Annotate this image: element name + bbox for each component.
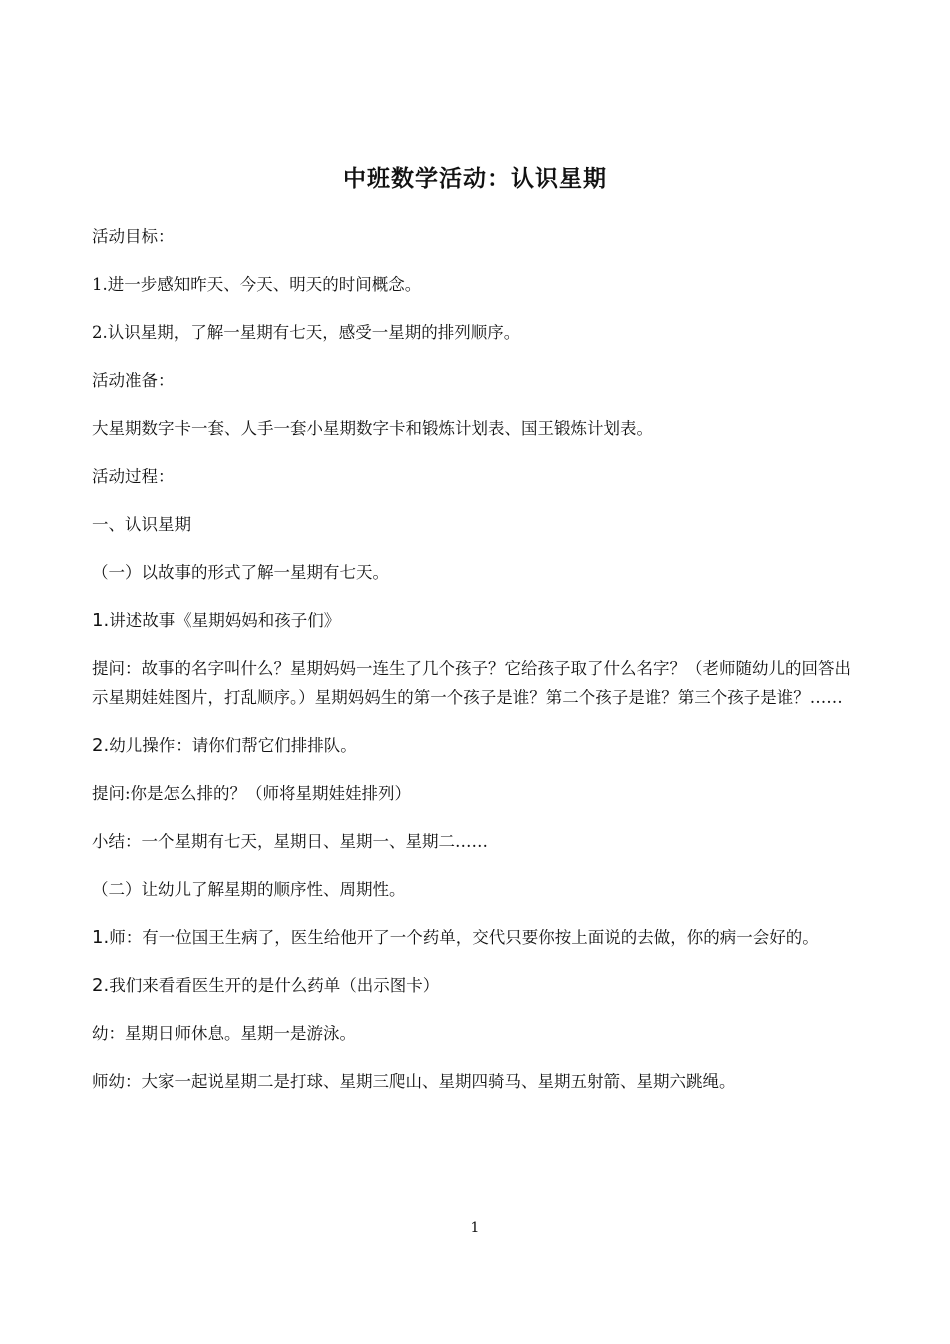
paragraph-text: 小结：一个星期有七天，星期日、星期一、星期二…… bbox=[92, 832, 488, 851]
paragraph-17 bbox=[92, 1067, 862, 1096]
document-body bbox=[92, 222, 862, 1115]
page-title: 中班数学活动：认识星期 bbox=[343, 166, 607, 192]
paragraph-1 bbox=[92, 270, 862, 299]
paragraph-15 bbox=[92, 971, 862, 1000]
paragraph-number: 2. bbox=[92, 975, 110, 996]
paragraph-2 bbox=[92, 318, 862, 347]
paragraph-text: （二）让幼儿了解星期的顺序性、周期性。 bbox=[92, 880, 406, 899]
paragraph-text: 2.认识星期，了解一星期有七天，感受一星期的排列顺序。 bbox=[92, 323, 521, 342]
paragraph-text: 师幼：大家一起说星期二是打球、星期三爬山、星期四骑马、星期五射箭、星期六跳绳。 bbox=[92, 1072, 736, 1091]
paragraph-8 bbox=[92, 606, 862, 635]
paragraph-12 bbox=[92, 827, 862, 856]
paragraph-6 bbox=[92, 510, 862, 539]
paragraph-number: 1. bbox=[92, 927, 110, 948]
paragraph-0 bbox=[92, 222, 862, 251]
paragraph-text: 活动过程： bbox=[92, 467, 175, 486]
paragraph-text: 我们来看看医生开的是什么药单（出示图卡） bbox=[109, 976, 440, 995]
paragraph-13 bbox=[92, 875, 862, 904]
paragraph-text: （一）以故事的形式了解一星期有七天。 bbox=[92, 563, 389, 582]
paragraph-text: 讲述故事《星期妈妈和孩子们》 bbox=[109, 611, 341, 630]
paragraph-text: 幼：星期日师休息。星期一是游泳。 bbox=[92, 1024, 356, 1043]
paragraph-text: 大星期数字卡一套、人手一套小星期数字卡和锻炼计划表、国王锻炼计划表。 bbox=[92, 419, 653, 438]
paragraph-5 bbox=[92, 462, 862, 491]
paragraph-7 bbox=[92, 558, 862, 587]
paragraph-9 bbox=[92, 654, 862, 712]
paragraph-text: 一、认识星期 bbox=[92, 515, 191, 534]
paragraph-11 bbox=[92, 779, 862, 808]
paragraph-14 bbox=[92, 923, 862, 952]
page-number: 1 bbox=[470, 1220, 480, 1236]
paragraph-number: 1. bbox=[92, 610, 110, 631]
paragraph-4 bbox=[92, 414, 862, 443]
paragraph-16 bbox=[92, 1019, 862, 1048]
paragraph-text: 活动准备： bbox=[92, 371, 175, 390]
paragraph-text: 1.进一步感知昨天、今天、明天的时间概念。 bbox=[92, 275, 422, 294]
paragraph-text: 提问：故事的名字叫什么？星期妈妈一连生了几个孩子？它给孩子取了什么名字？（老师随幼儿的回答出示星期娃娃图片，打乱顺序。）星期妈妈生的第一个孩子是谁？第二个孩子是谁？第三个孩子是谁？…… bbox=[92, 659, 851, 707]
paragraph-3 bbox=[92, 366, 862, 395]
paragraph-text: 提问:你是怎么排的？（师将星期娃娃排列） bbox=[92, 784, 412, 803]
paragraph-text: 活动目标： bbox=[92, 227, 175, 246]
paragraph-number: 2. bbox=[92, 735, 110, 756]
paragraph-10 bbox=[92, 731, 862, 760]
paragraph-text: 幼儿操作：请你们帮它们排排队。 bbox=[109, 736, 357, 755]
paragraph-text: 师：有一位国王生病了，医生给他开了一个药单，交代只要你按上面说的去做，你的病一会好的。 bbox=[109, 928, 819, 947]
